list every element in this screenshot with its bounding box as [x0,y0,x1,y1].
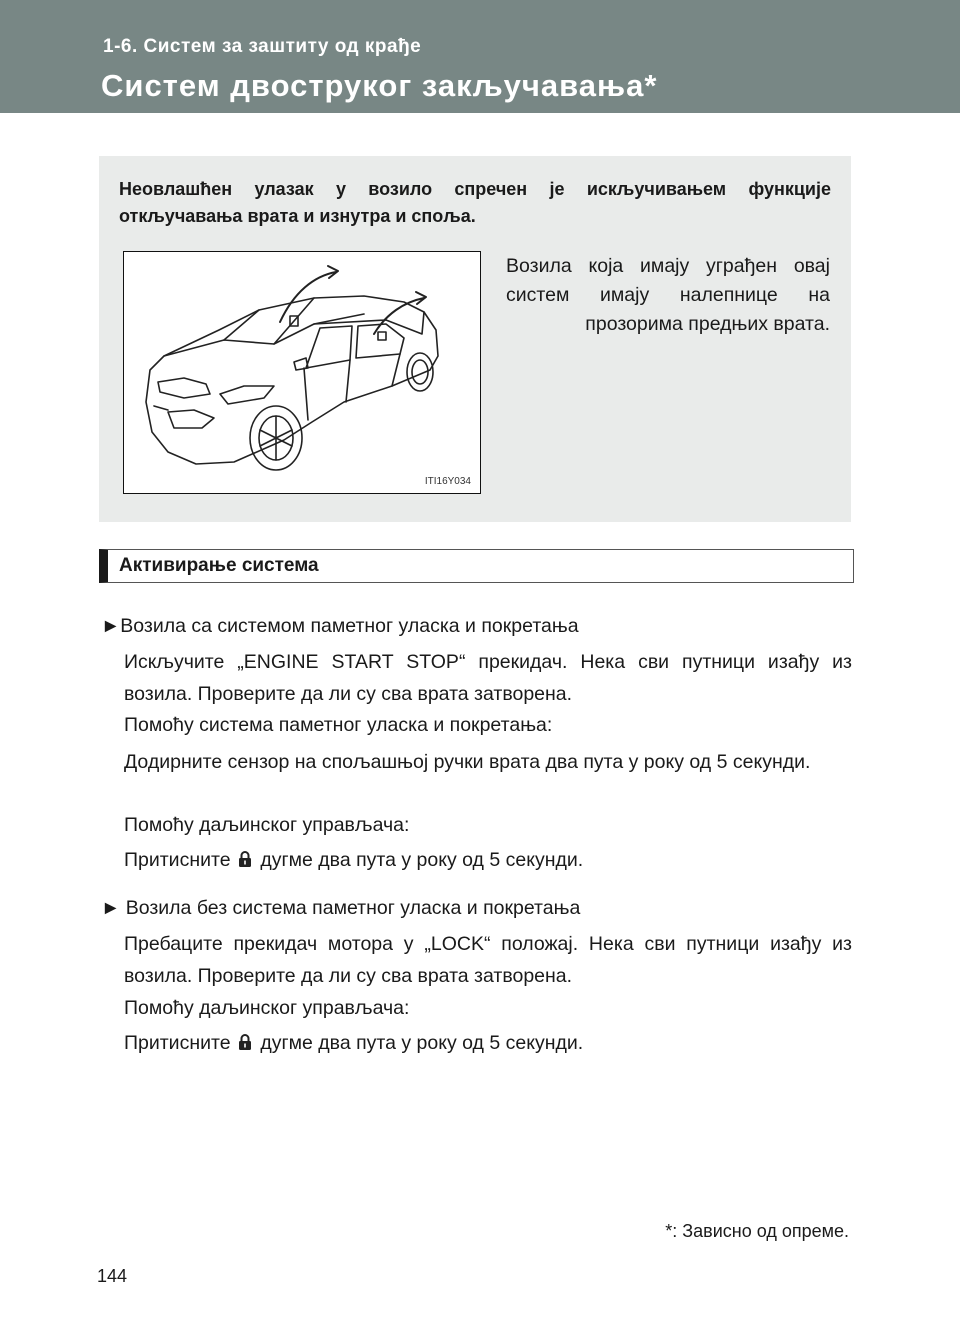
nosmart-step-3-before: Притисните [124,1032,231,1054]
intro-text: Неовлашћен улазак у возило спречен је искључивањем функције откључавања врата и изнутра и споља. [119,179,831,226]
smart-step-1: Искључите „ENGINE START STOP“ прекидач. Нека сви путници изађу из возила. Проверите да ли су сва врата затворена. [124,651,852,705]
nosmart-step-3-after: дугме два пута у року од 5 секунди. [260,1032,584,1054]
smart-step-5-after: дугме два пута у року од 5 секунди. [260,849,584,871]
section-heading [99,549,854,583]
nosmart-step-1: Пребаците прекидач мотора у „LOCK“ положај. Нека сви путници изађу из возила. Проверите да ли су сва врата затворена. [124,933,852,987]
lock-icon [238,1033,252,1051]
car-drawing [124,252,479,492]
bullet-smart-entry: ►Возила са системом паметног уласка и покретања [101,615,579,637]
nosmart-step-2: Помоћу даљинског управљача: [124,997,410,1019]
smart-step-4: Помоћу даљинског управљача: [124,814,410,836]
smart-step-2: Помоћу система паметног уласка и покретања: [124,714,553,736]
page-header [0,0,960,113]
nosmart-step-3 [124,1027,852,1059]
figure-code: ITI16Y034 [424,476,471,487]
smart-step-3: Додирните сензор на спољашњој ручки врата два пута у року од 5 секунди. [124,751,811,773]
page-number: 144 [97,1266,128,1286]
footnote: *: Зависно од опреме. [665,1221,849,1241]
figure-caption: Возила која имају уграђен овај систем имају налепнице на прозорима предњих врата. [506,255,830,335]
lock-icon [238,850,252,868]
section-heading-text: Активирање система [119,555,319,576]
bullet-no-smart-entry: ► Возила без система паметног уласка и покретања [101,897,581,919]
smart-step-5 [124,844,852,876]
section-label: 1-6. Систем за заштиту од крађе [103,36,422,57]
page-title: Систем двоструког закључавања* [101,68,658,103]
car-illustration [123,251,481,494]
smart-step-5-before: Притисните [124,849,231,871]
